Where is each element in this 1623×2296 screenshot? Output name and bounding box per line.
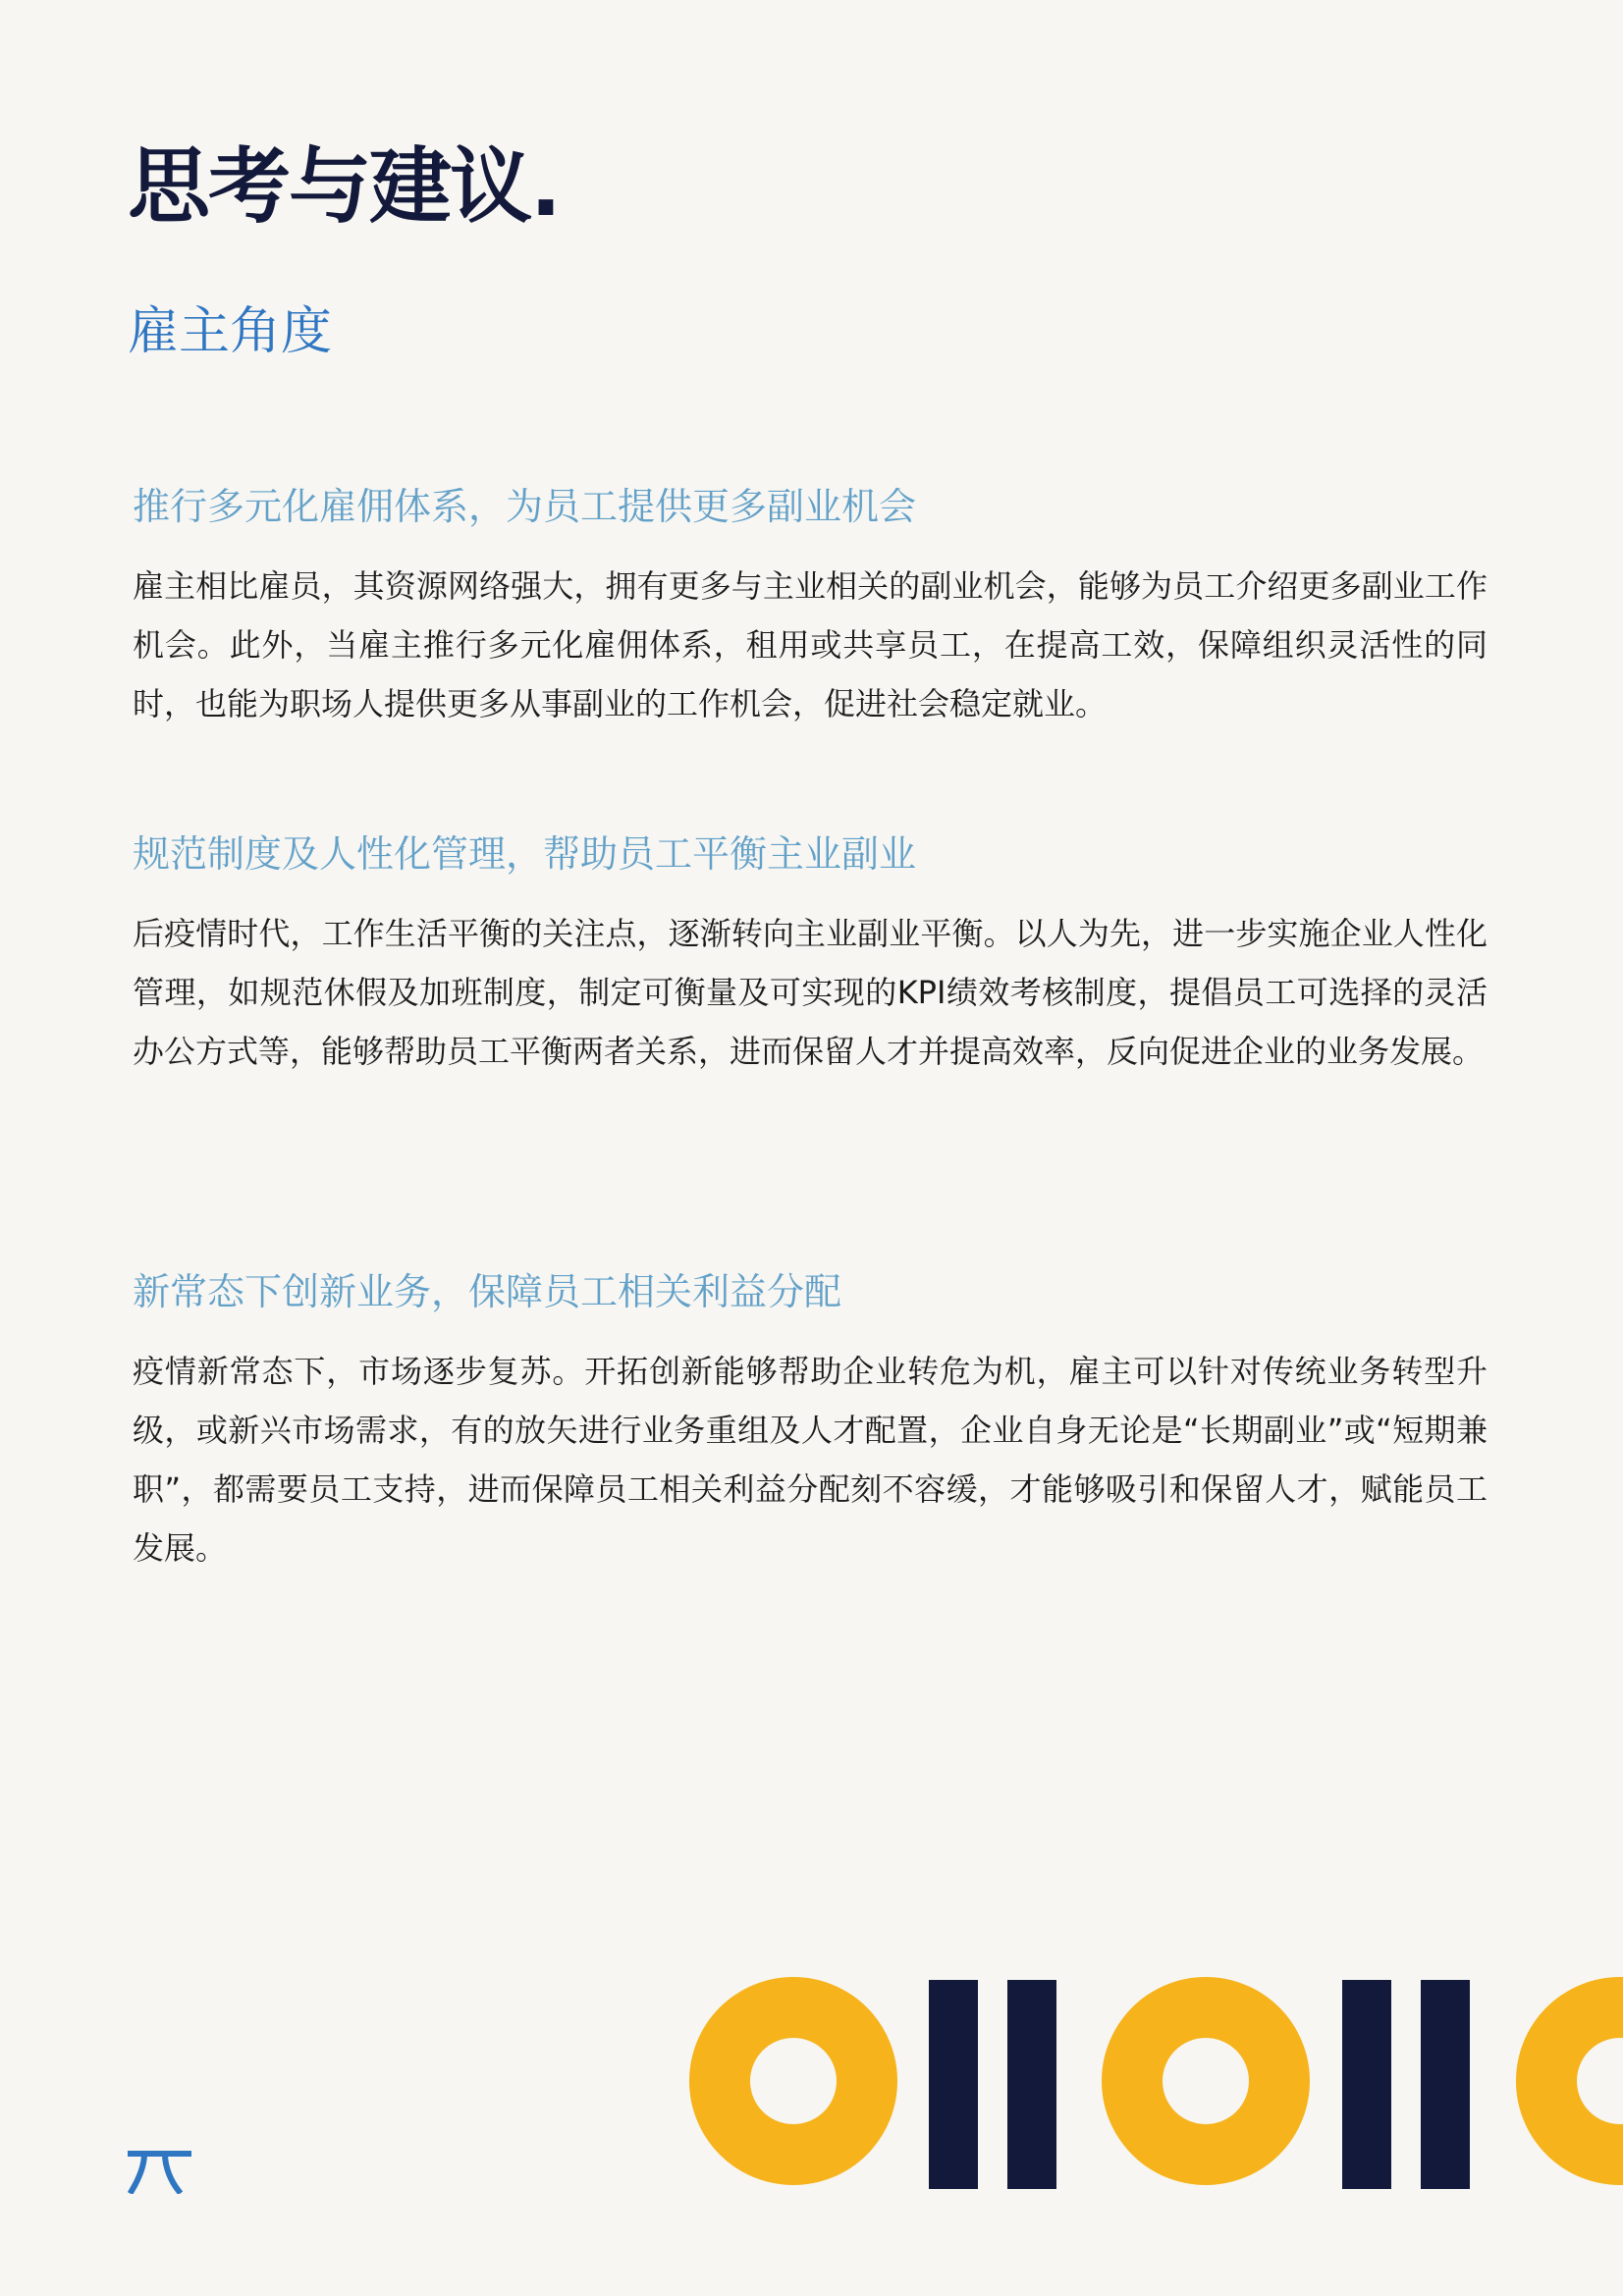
paragraph: 疫情新常态下，市场逐步复苏。开拓创新能够帮助企业转危为机，雇主可以针对传统业务转型升级，或新兴市场需求，有的放矢进行业务重组及人才配置，企业自身无论是“长期副业”或“短期兼职”，都需要员工支持，进而保障员工相关利益分配刻不容缓，才能够吸引和保留人才，赋能员工发展。 <box>133 1353 1488 1567</box>
yellow-ring-icon <box>1132 2007 1279 2155</box>
yellow-ring-icon <box>720 2007 867 2155</box>
content-block <box>133 479 1488 733</box>
decorative-pattern <box>687 1973 1623 2189</box>
yellow-ring-icon <box>1546 2007 1623 2155</box>
navy-bar-icon <box>1342 1980 1391 2189</box>
navy-bar-icon <box>929 1980 978 2189</box>
paragraph: 雇主相比雇员，其资源网络强大，拥有更多与主业相关的副业机会，能够为员工介绍更多副业工作机会。此外，当雇主推行多元化雇佣体系，租用或共享员工，在提高工效，保障组织灵活性的同时，也能为职场人提供更多从事副业的工作机会，促进社会稳定就业。 <box>133 567 1488 722</box>
navy-bar-icon <box>1007 1980 1056 2189</box>
section-heading: 雇主角度 <box>128 302 333 361</box>
content-block <box>133 1264 1488 1577</box>
navy-bar-icon <box>1421 1980 1470 2189</box>
paragraph: 后疫情时代，工作生活平衡的关注点，逐渐转向主业副业平衡。以人为先，进一步实施企业人性化管理，如规范休假及加班制度，制定可衡量及可实现的KPI绩效考核制度，提倡员工可选择的灵活办公方式等，能够帮助员工平衡两者关系，进而保留人才并提高效率，反向促进企业的业务发展。 <box>133 915 1488 1070</box>
sub-heading: 新常态下创新业务，保障员工相关利益分配 <box>133 1270 842 1313</box>
content-block <box>133 827 1488 1081</box>
page-title: 思考与建议. <box>128 138 560 235</box>
sub-heading: 规范制度及人性化管理，帮助员工平衡主业副业 <box>133 832 917 876</box>
brand-logo-icon <box>128 2150 206 2194</box>
sub-heading: 推行多元化雇佣体系，为员工提供更多副业机会 <box>133 485 917 528</box>
